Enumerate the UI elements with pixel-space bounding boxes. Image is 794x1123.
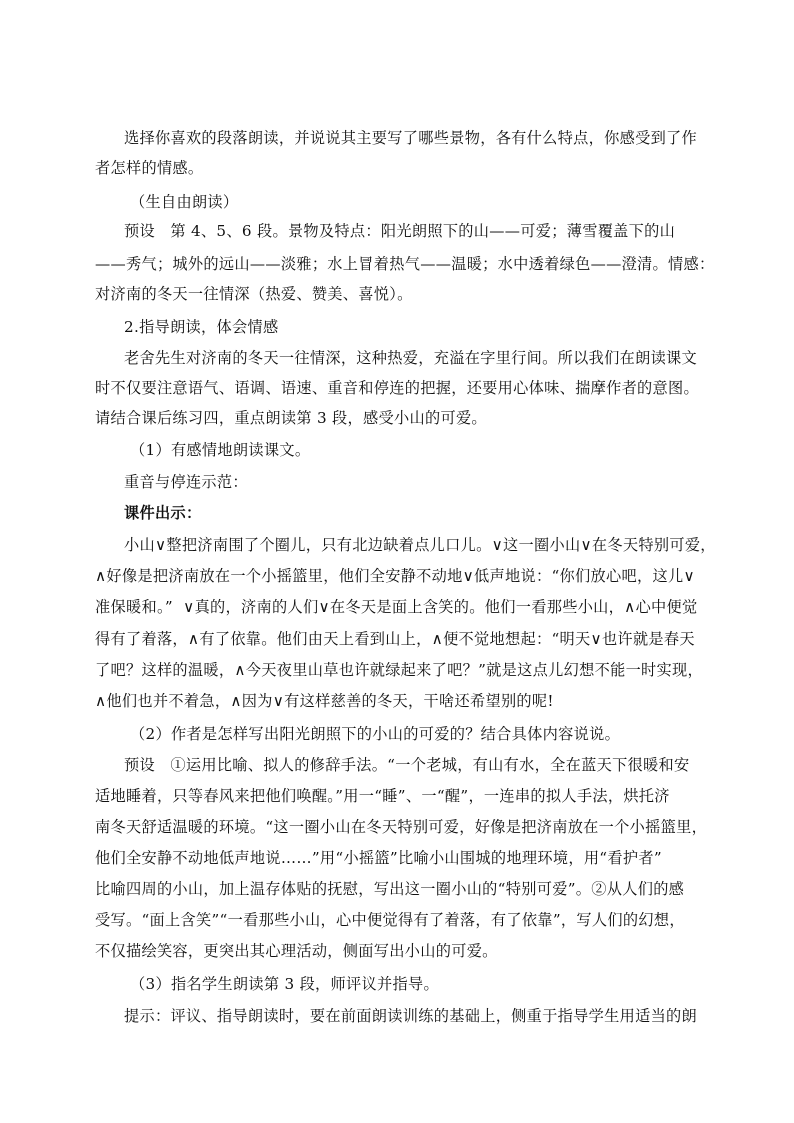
courseware-label: 课件出示：: [124, 504, 202, 522]
text-line: （3）指名学生朗读第 3 段，师评议并指导。: [130, 975, 439, 993]
text-line: 时不仅要注意语气、语调、语速、重音和停连的把握，还要用心体味、揣摩作者的意图。: [95, 379, 700, 397]
text-line: 预设 ①运用比喻、拟人的修辞手法。“一个老城，有山有水，全在蓝天下很暖和安: [124, 756, 690, 774]
text-line: 请结合课后练习四，重点朗读第 3 段，感受小山的可爱。: [95, 409, 487, 427]
text-line: （生自由朗读）: [130, 193, 239, 211]
text-line: 对济南的冬天一往情深（热爱、赞美、喜悦）。: [95, 285, 413, 303]
section-heading: 2.指导朗读，体会情感: [124, 318, 279, 336]
text-line: 受写。“面上含笑”“一看那些小山，心中便觉得有了着落，有了依靠”，写人们的幻想，: [95, 911, 685, 929]
text-line: 选择你喜欢的段落朗读，并说说其主要写了哪些景物，各有什么特点，你感受到了作: [124, 129, 698, 147]
text-line: 提示：评议、指导朗读时，要在前面朗读训练的基础上，侧重于指导学生用适当的朗: [124, 1007, 698, 1025]
text-line: ∧他们也并不着急，∧因为∨有这样慈善的冬天，干啥还希望别的呢!: [95, 692, 554, 710]
text-line: 得有了着落，∧有了依靠。他们由天上看到山上，∧便不觉地想起：“明天∨也许就是春天: [95, 630, 695, 648]
text-line: 比喻四周的小山，加上温存体贴的抚慰，写出这一圈小山的“特别可爱”。②从人们的感: [95, 880, 685, 898]
text-line: 预设 第 4、5、6 段。景物及特点：阳光朗照下的山——可爱；薄雪覆盖下的山: [124, 222, 676, 240]
text-line: 老舍先生对济南的冬天一往情深，这种热爱，充溢在字里行间。所以我们在朗读课文: [124, 349, 698, 367]
text-line: 不仅描绘笑容，更突出其心理活动，侧面写出小山的可爱。: [95, 942, 498, 960]
text-line: 者怎样的情感。: [95, 159, 204, 177]
text-line: 准保暖和。” ∨真的，济南的人们∨在冬天是面上含笑的。他们一看那些小山，∧心中便觉: [95, 598, 698, 616]
text-line: （1）有感情地朗读课文。: [130, 441, 311, 459]
text-line: 适地睡着，只等春风来把他们唤醒。”用一“睡”、一“醒”，一连串的拟人手法，烘托济: [95, 787, 670, 805]
text-line: 他们全安静不动地低声地说……”用“小摇篮”比喻小山围城的地理环境，用“看护者”: [95, 849, 662, 867]
text-line: （2）作者是怎样写出阳光朗照下的小山的可爱的？结合具体内容说说。: [130, 725, 621, 743]
text-line: 了吧？这样的温暖，∧今天夜里山草也许就绿起来了吧？”就是这点儿幻想不能一时实现，: [95, 661, 704, 679]
text-line: ∧好像是把济南放在一个小摇篮里，他们全安静不动地∨低声地说：“你们放心吧，这儿∨: [95, 567, 695, 585]
text-line: 小山∨整把济南围了个圈儿，只有北边缺着点儿口儿。∨这一圈小山∨在冬天特别可爱，: [124, 536, 716, 554]
text-line: ——秀气；城外的远山——淡雅；水上冒着热气——温暖；水中透着绿色——澄清。情感：: [95, 255, 715, 273]
text-line: 南冬天舒适温暖的环境。“这一圈小山在冬天特别可爱，好像是把济南放在一个小摇篮里，: [95, 818, 708, 836]
text-line: 重音与停连示范：: [124, 473, 248, 491]
